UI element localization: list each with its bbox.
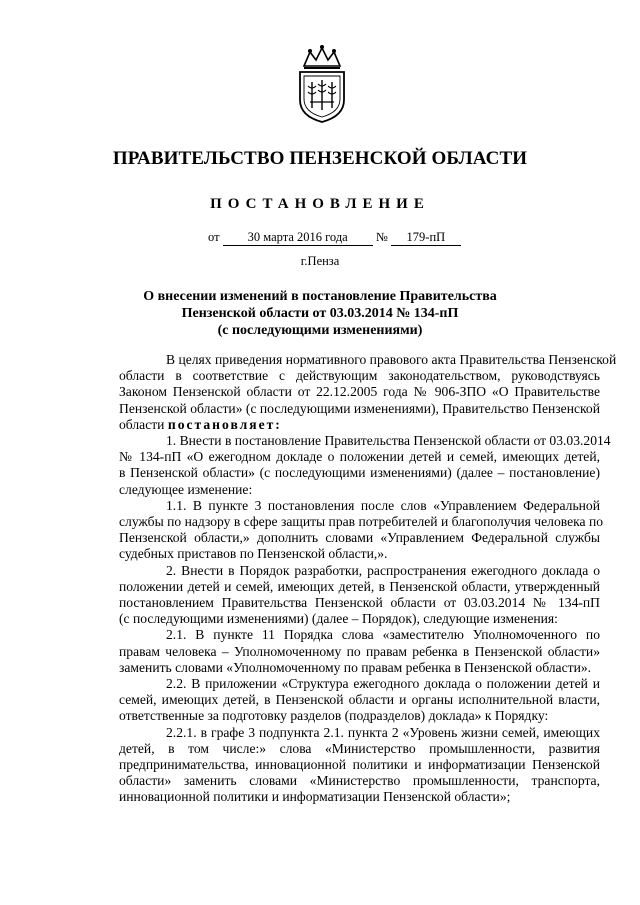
text-line: предпринимательства, инновационной политики и информатизации Пензенской: [119, 757, 600, 773]
text-line: области в соответствие с действующим законодательством, руководствуясь: [119, 368, 600, 384]
text-line: 2.1. В пункте 11 Порядка слова «заместителю Уполномоченного по: [166, 627, 600, 643]
penza-coat-of-arms-icon: [290, 44, 354, 124]
paragraph-item-2-2: [72, 676, 600, 725]
text-line: ответственные за подготовку разделов (подразделов) доклада» к Порядку:: [119, 708, 549, 724]
government-title: ПРАВИТЕЛЬСТВО ПЕНЗЕНСКОЙ ОБЛАСТИ: [112, 148, 528, 169]
paragraph-item-2: [72, 563, 600, 628]
text-line: постановлением Правительства Пензенской области от 03.03.2014 № 134-пП: [119, 595, 600, 611]
city-name: г.Пенза: [300, 254, 340, 268]
document-subject: [100, 288, 540, 339]
text-line: следующее изменение:: [119, 481, 253, 497]
text-line: № 134-пП «О ежегодном докладе о положении детей и семей, имеющих детей,: [119, 449, 600, 465]
paragraph-item-2-1: [72, 627, 600, 676]
text-line: [72, 417, 600, 433]
text-line: 1.1. В пункте 3 постановления после слов «Управлением Федеральной: [166, 497, 600, 513]
document-type: ПОСТАНОВЛЕНИЕ: [210, 196, 430, 212]
text-line: заменить словами «Уполномоченному по правам ребенка в Пензенской области».: [119, 659, 592, 675]
date-number-line: [208, 230, 461, 246]
text-line: Законом Пензенской области от 22.12.2005 года № 906-ЗПО «О Правительстве: [119, 384, 600, 400]
paragraph-item-1: [72, 433, 611, 498]
text-line: судебных приставов по Пензенской области,».: [119, 546, 388, 562]
text-line: инновационной политики и информатизации Пензенской области»;: [119, 789, 511, 805]
text-line: положении детей и семей, имеющих детей, в Пензенской области, утвержденный: [119, 578, 600, 594]
text-line: правам человека – Уполномоченному по правам ребенка в Пензенской области»: [119, 643, 600, 659]
document-date: 30 марта 2016 года: [223, 230, 373, 246]
text-line: В целях приведения нормативного правового акта Правительства Пензенской: [166, 352, 617, 367]
text-fragment: области: [119, 416, 165, 432]
text-line: 2.2.1. в графе 3 подпункта 2.1. пункта 2 «Уровень жизни семей, имеющих: [166, 724, 600, 740]
text-line: области» заменить словами «Министерство промышленности, транспорта,: [119, 773, 600, 789]
text-line: в Пензенской области» (с последующими изменениями) (далее – постановление): [119, 465, 600, 481]
text-line: Пензенской области,» дополнить словами «Управлением Федеральной службы: [119, 530, 600, 546]
text-line: 1. Внести в постановление Правительства Пензенской области от 03.03.2014: [166, 433, 611, 449]
text-line: 2. Внести в Порядок разработки, распространения ежегодного доклада о: [166, 562, 600, 578]
date-prefix: от: [208, 230, 220, 244]
text-line: 2.2. В приложении «Структура ежегодного доклада о положении детей и: [166, 676, 600, 692]
text-line: Пензенской области» (с последующими изменениями), Правительство Пензенской: [119, 400, 600, 416]
number-sign: №: [375, 230, 388, 244]
text-line: службы по надзору в сфере защиты прав потребителей и благополучия человека по: [119, 514, 604, 530]
text-line: (с последующими изменениями) (далее – Порядок), следующие изменения:: [119, 611, 558, 627]
subject-line: О внесении изменений в постановление Правительства: [143, 289, 497, 304]
paragraph-preamble: [72, 352, 617, 433]
paragraph-item-1-1: [72, 497, 604, 563]
resolves-keyword: постановляет:: [167, 416, 282, 432]
paragraph-item-2-2-1: [72, 725, 600, 806]
text-line: семей, имеющих детей, в Пензенской области и органы исполнительной власти,: [119, 692, 600, 708]
subject-line: Пензенской области от 03.03.2014 № 134-пП: [181, 306, 459, 321]
document-number: 179-пП: [391, 230, 461, 246]
document-body: [72, 352, 617, 806]
text-line: детей, в том числе:» слова «Министерство промышленности, развития: [119, 740, 600, 756]
subject-line: (с последующими изменениями): [217, 323, 423, 338]
